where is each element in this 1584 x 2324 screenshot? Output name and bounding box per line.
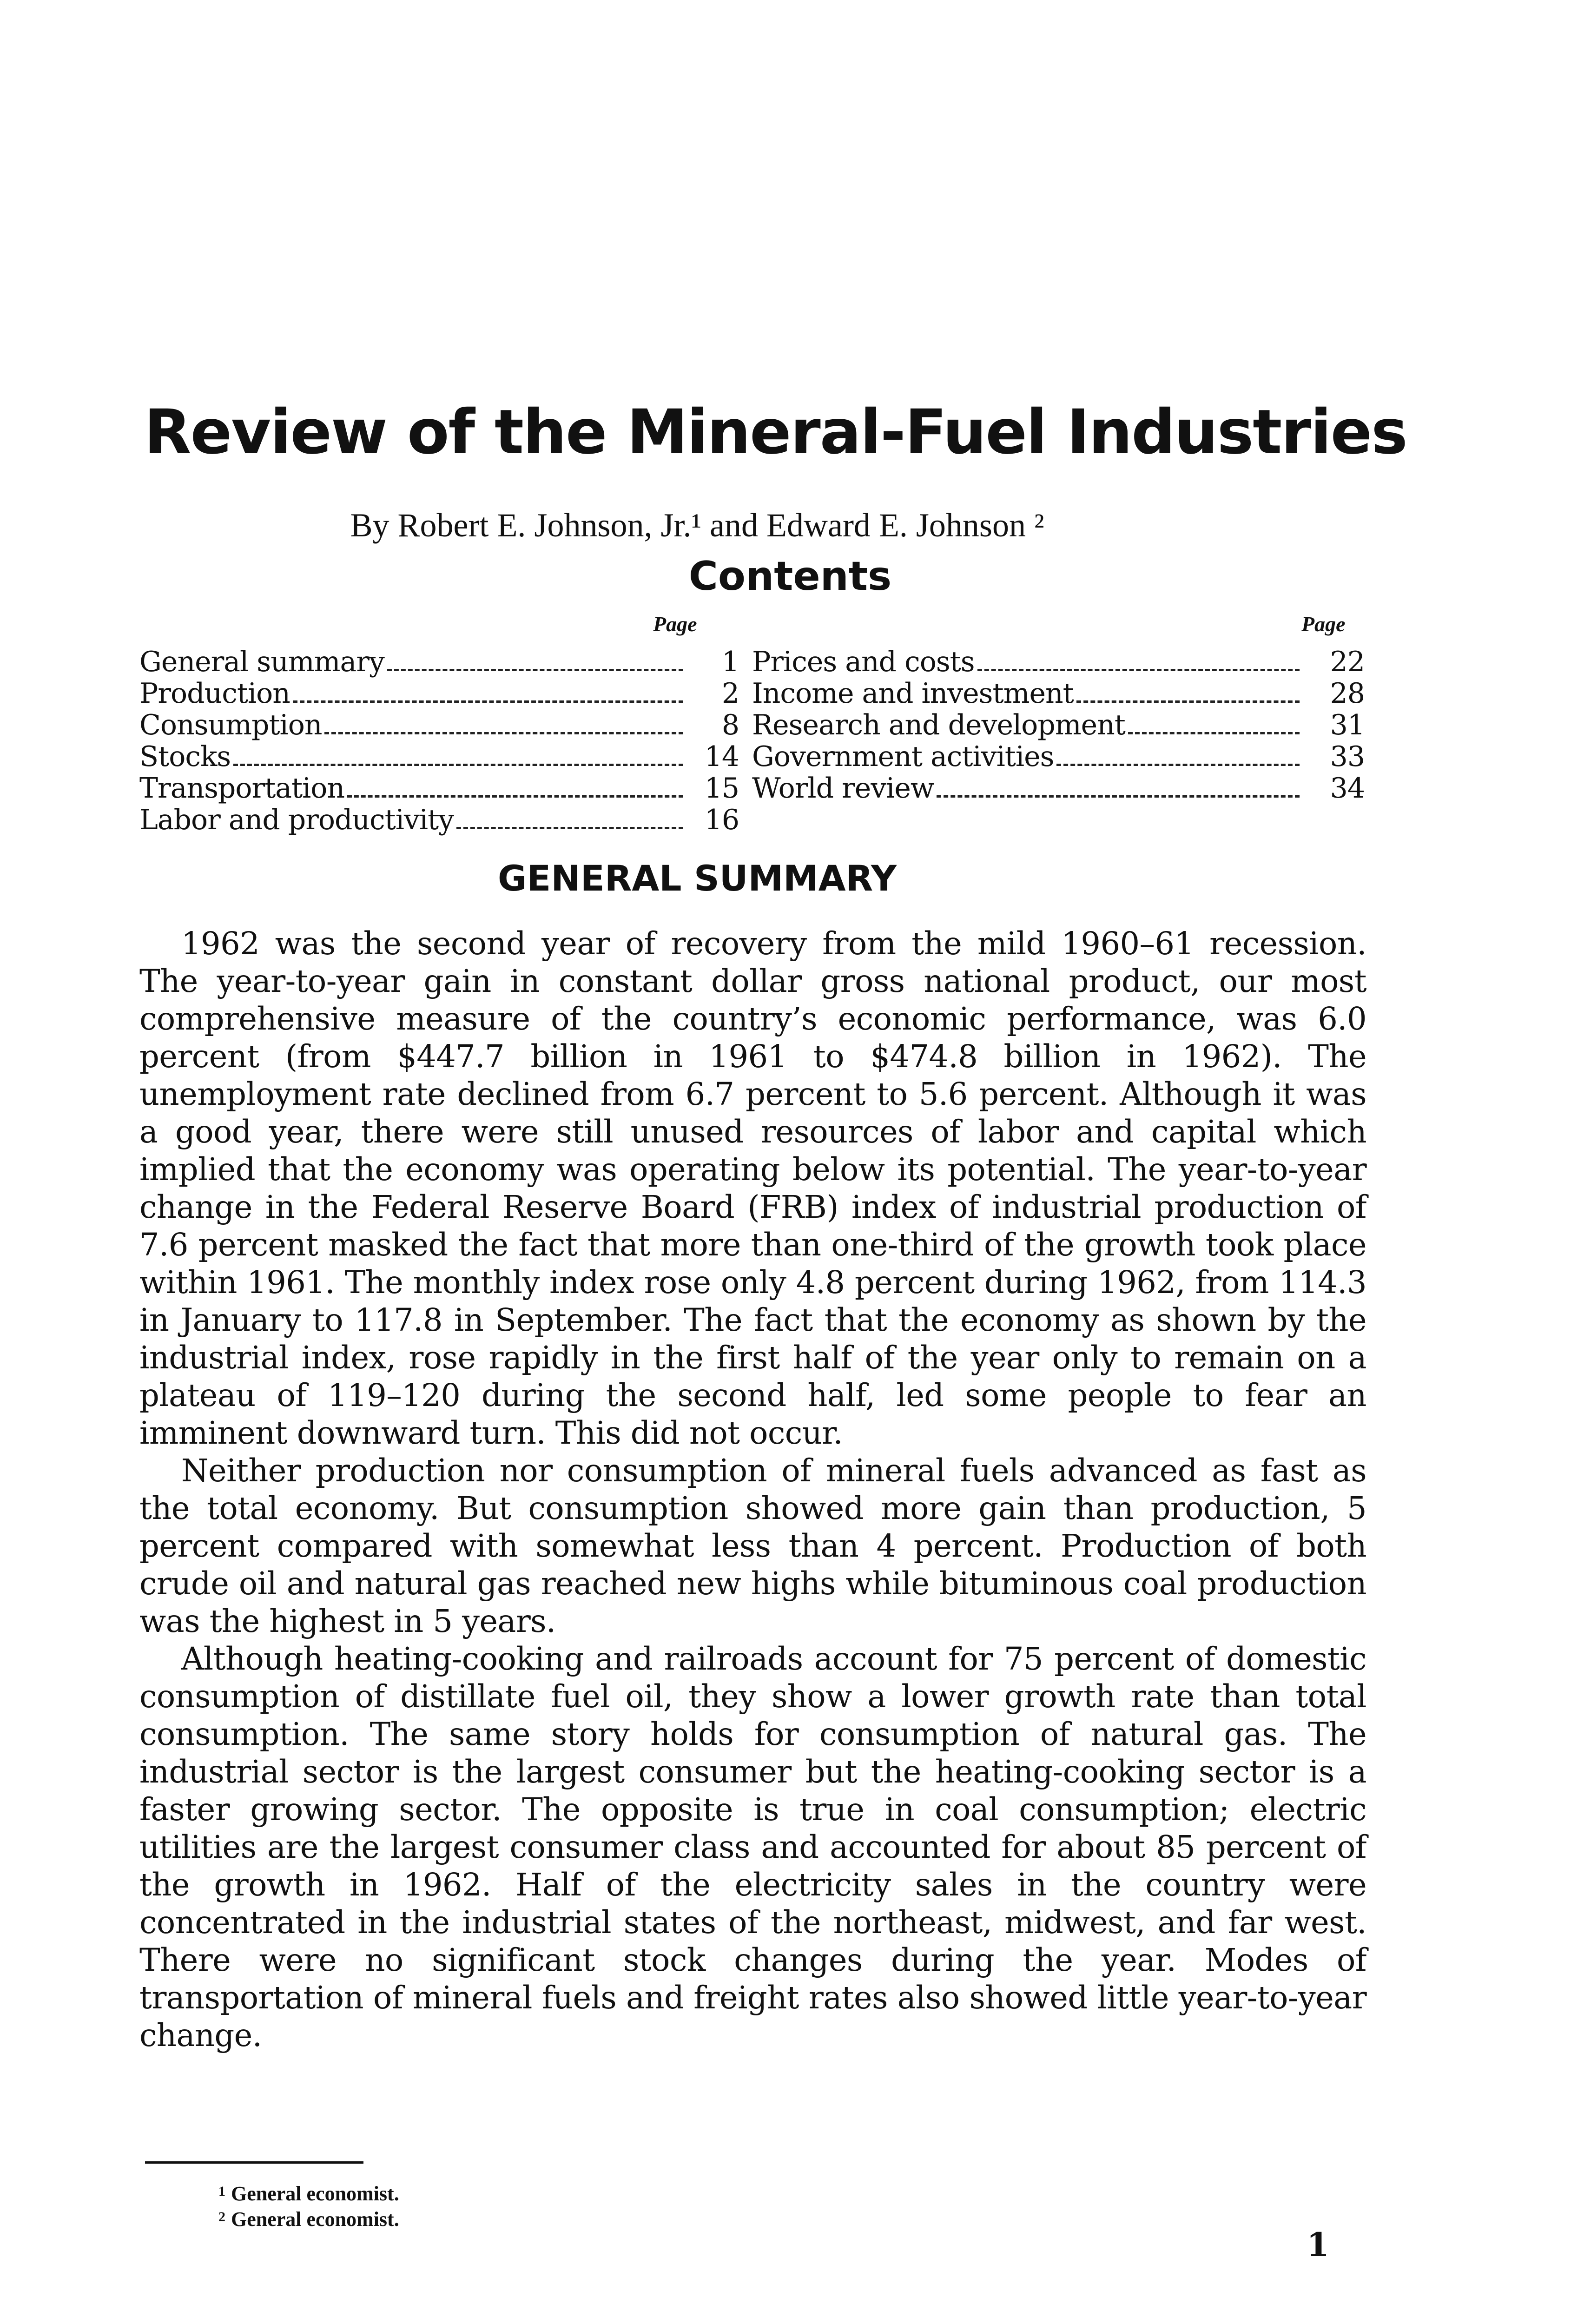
toc-entry-label: Income and investment xyxy=(752,677,1074,710)
footnote-text: General economist. xyxy=(231,2208,399,2231)
contents-page-header-right: Page xyxy=(1301,612,1346,636)
toc-leader xyxy=(347,795,683,798)
toc-leader xyxy=(233,764,683,766)
body-text xyxy=(139,925,1366,2054)
toc-entry-page: 2 xyxy=(721,677,739,710)
page-number: 1 xyxy=(1307,2225,1329,2264)
toc-entry-page: 15 xyxy=(704,772,739,805)
toc-entry[interactable] xyxy=(139,772,739,804)
contents-left-column xyxy=(139,646,739,836)
toc-entry-page: 1 xyxy=(721,646,739,678)
toc-entry[interactable] xyxy=(139,741,739,772)
byline: By Robert E. Johnson, Jr.¹ and Edward E. Johnson ² xyxy=(350,507,1044,544)
footnote-mark: 1 xyxy=(218,2184,225,2199)
toc-entry[interactable] xyxy=(752,709,1365,741)
toc-leader xyxy=(293,700,683,703)
paragraph: Although heating-cooking and railroads account for 75 percent of domestic consumption of distillate fuel oil, they show a lower growth rate than total consumption. The same story holds for consumption of natural gas. The industrial sector is the largest consumer but the heating-cooking sector is a faster growing sector. The opposite is true in coal consumption; electric utilities are the largest consumer class and accounted for about 85 percent of the growth in 1962. Half of the electricity sales in the country were concentrated in the industrial states of the northeast, midwest, and far west. There were no significant stock changes during the year. Modes of transportation of mineral fuels and freight rates also showed little year-to-year change. xyxy=(139,1641,1366,2053)
toc-entry[interactable] xyxy=(752,646,1365,678)
footnotes xyxy=(218,2180,869,2231)
toc-entry[interactable] xyxy=(139,646,739,678)
toc-entry[interactable] xyxy=(752,772,1365,804)
toc-entry-page: 16 xyxy=(704,804,739,836)
toc-entry[interactable] xyxy=(752,678,1365,709)
toc-leader xyxy=(456,827,683,829)
toc-entry-page: 22 xyxy=(1330,646,1365,678)
toc-entry-page: 31 xyxy=(1330,709,1365,741)
contents-right-column xyxy=(752,646,1365,804)
toc-leader xyxy=(324,732,683,734)
toc-entry-label: Prices and costs xyxy=(752,646,975,678)
toc-entry-label: Consumption xyxy=(139,709,322,741)
toc-entry[interactable] xyxy=(139,804,739,836)
toc-entry-page: 33 xyxy=(1330,740,1365,773)
toc-entry[interactable] xyxy=(139,678,739,709)
footnote-rule xyxy=(145,2161,363,2164)
toc-entry-label: Production xyxy=(139,677,290,710)
toc-entry-label: Research and development xyxy=(752,709,1125,741)
footnote xyxy=(218,2180,869,2205)
contents-heading: Contents xyxy=(688,553,892,600)
section-heading: GENERAL SUMMARY xyxy=(498,858,897,899)
toc-entry-label: World review xyxy=(752,772,934,805)
toc-leader xyxy=(937,795,1300,798)
paragraph: 1962 was the second year of recovery from the mild 1960–61 recession. The year-to-year gain in constant dollar gross national product, our most comprehensive measure of the country’s economic performance, was 6.0 percent (from $447.7 billion in 1961 to $474.8 billion in 1962). The unemployment rate declined from 6.7 percent to 5.6 percent. Although it was a good year, there were still unused resources of labor and capital which implied that the economy was operating below its potential. The year-to-year change in the Federal Reserve Board (FRB) index of industrial production of 7.6 percent masked the fact that more than one-third of the growth took place within 1961. The monthly index rose only 4.8 percent during 1962, from 114.3 in January to 117.8 in September. The fact that the economy as shown by the industrial index, rose rapidly in the first half of the year only to remain on a plateau of 119–120 during the second half, led some people to fear an imminent downward turn. This did not occur. xyxy=(139,925,1366,1451)
toc-entry-label: Transportation xyxy=(139,772,345,805)
toc-entry[interactable] xyxy=(752,741,1365,772)
toc-leader xyxy=(387,669,683,671)
toc-entry-label: Labor and productivity xyxy=(139,804,454,836)
footnote-text: General economist. xyxy=(231,2182,399,2205)
toc-entry-label: General summary xyxy=(139,646,384,678)
toc-entry-page: 28 xyxy=(1330,677,1365,710)
toc-leader xyxy=(1076,700,1300,703)
toc-entry-label: Stocks xyxy=(139,740,231,773)
document-title: Review of the Mineral-Fuel Industries xyxy=(144,396,1407,468)
toc-entry-page: 14 xyxy=(704,740,739,773)
paragraph: Neither production nor consumption of mineral fuels advanced as fast as the total economy. But consumption showed more gain than production, 5 percent compared with somewhat less than 4 percent. Production of both crude oil and natural gas reached new highs while bituminous coal production was the highest in 5 years. xyxy=(139,1452,1366,1639)
toc-entry-page: 8 xyxy=(721,709,739,741)
toc-entry-label: Government activities xyxy=(752,740,1054,773)
toc-entry[interactable] xyxy=(139,709,739,741)
toc-leader xyxy=(1056,764,1300,766)
toc-leader xyxy=(1128,732,1300,734)
toc-leader xyxy=(977,669,1300,671)
footnote xyxy=(218,2205,869,2231)
toc-entry-page: 34 xyxy=(1330,772,1365,805)
contents-page-header-left: Page xyxy=(653,612,697,636)
footnote-mark: 2 xyxy=(218,2209,225,2225)
